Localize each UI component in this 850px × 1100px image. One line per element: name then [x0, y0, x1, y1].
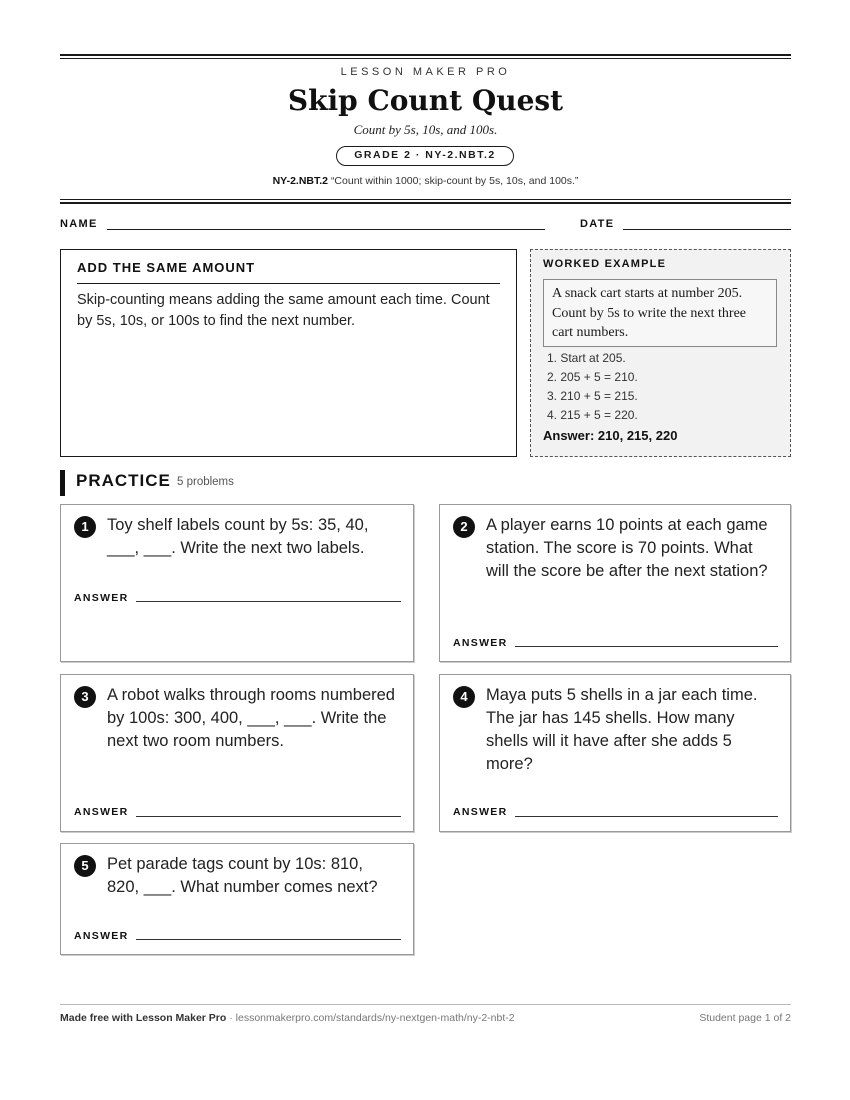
problem-card-3: [60, 674, 414, 832]
page-title: Skip Count Quest: [287, 84, 564, 117]
problem-card-5: [60, 843, 414, 955]
top-rule: [60, 54, 791, 56]
problem-card-2: [439, 504, 791, 662]
worked-example-answer: Answer: 210, 215, 220: [543, 428, 678, 443]
page-subtitle: Count by 5s, 10s, and 100s.: [353, 122, 498, 137]
worked-example-heading: WORKED EXAMPLE: [543, 258, 667, 270]
problem-number-badge: 4: [453, 686, 475, 708]
standard-text: “Count within 1000; skip-count by 5s, 10s, and 100s.”: [330, 175, 579, 187]
problem-text: A robot walks through rooms numbered by 100s: 300, 400, ___, ___. Write the next two room numbers.: [107, 686, 395, 750]
brand-label: LESSON MAKER PRO: [340, 66, 511, 78]
worked-example-step: 2. 205 + 5 = 210.: [547, 370, 638, 384]
answer-field[interactable]: [136, 939, 401, 940]
practice-title: PRACTICE: [76, 471, 171, 490]
worked-example-step: 1. Start at 205.: [547, 351, 626, 365]
date-label: DATE: [580, 218, 615, 230]
problem-text: Pet parade tags count by 10s: 810, 820, ___. What number comes next?: [107, 855, 378, 896]
worked-example-step: 4. 215 + 5 = 220.: [547, 408, 638, 422]
worked-example-prompt: A snack cart starts at number 205. Count by 5s to write the next three cart numbers.: [543, 279, 777, 347]
header-rule-thin: [60, 199, 791, 200]
standard-line: [60, 175, 791, 187]
answer-label: ANSWER: [453, 806, 508, 818]
header-rule: [60, 202, 791, 204]
intro-text: Skip-counting means adding the same amount each time. Count by 5s, 10s, or 100s to find the next number.: [77, 292, 490, 329]
problem-text: A player earns 10 points at each game station. The score is 70 points. What will the score be after the next station?: [486, 516, 768, 580]
worked-example-steps: [547, 349, 638, 425]
answer-field[interactable]: [136, 816, 401, 817]
intro-heading: ADD THE SAME AMOUNT: [77, 260, 256, 275]
top-rule-thin: [60, 58, 791, 59]
problem-card-4: [439, 674, 791, 832]
footer-made-with: Made free with Lesson Maker Pro: [60, 1012, 227, 1024]
footer-rule: [60, 1004, 791, 1005]
name-label: NAME: [60, 218, 98, 230]
worked-example-box: [530, 249, 791, 457]
intro-divider: [77, 283, 500, 284]
worked-example-step: 3. 210 + 5 = 215.: [547, 389, 638, 403]
date-field[interactable]: [623, 229, 791, 230]
answer-field[interactable]: [136, 601, 401, 602]
practice-count: 5 problems: [177, 476, 234, 488]
problem-text: Maya puts 5 shells in a jar each time. The jar has 145 shells. How many shells will it have after she adds 5 more?: [486, 686, 758, 773]
answer-label: ANSWER: [453, 637, 508, 649]
footer-credit: [60, 1012, 515, 1024]
grade-badge: GRADE 2 · NY-2.NBT.2: [336, 146, 514, 166]
problem-card-1: [60, 504, 414, 662]
answer-label: ANSWER: [74, 806, 129, 818]
answer-label: ANSWER: [74, 592, 129, 604]
problem-number-badge: 1: [74, 516, 96, 538]
worksheet-page: [60, 0, 791, 1100]
footer-page-number: Student page 1 of 2: [699, 1012, 791, 1024]
footer-url[interactable]: · lessonmakerpro.com/standards/ny-nextgen-math/ny-2-nbt-2: [226, 1012, 515, 1024]
name-field[interactable]: [107, 229, 545, 230]
problem-number-badge: 3: [74, 686, 96, 708]
intro-box: [60, 249, 517, 457]
answer-label: ANSWER: [74, 930, 129, 942]
practice-accent-bar: [60, 470, 65, 496]
problem-number-badge: 5: [74, 855, 96, 877]
problem-number-badge: 2: [453, 516, 475, 538]
answer-field[interactable]: [515, 816, 778, 817]
problem-text: Toy shelf labels count by 5s: 35, 40, ___, ___. Write the next two labels.: [107, 516, 369, 557]
answer-field[interactable]: [515, 646, 778, 647]
standard-code: NY-2.NBT.2: [272, 175, 329, 187]
